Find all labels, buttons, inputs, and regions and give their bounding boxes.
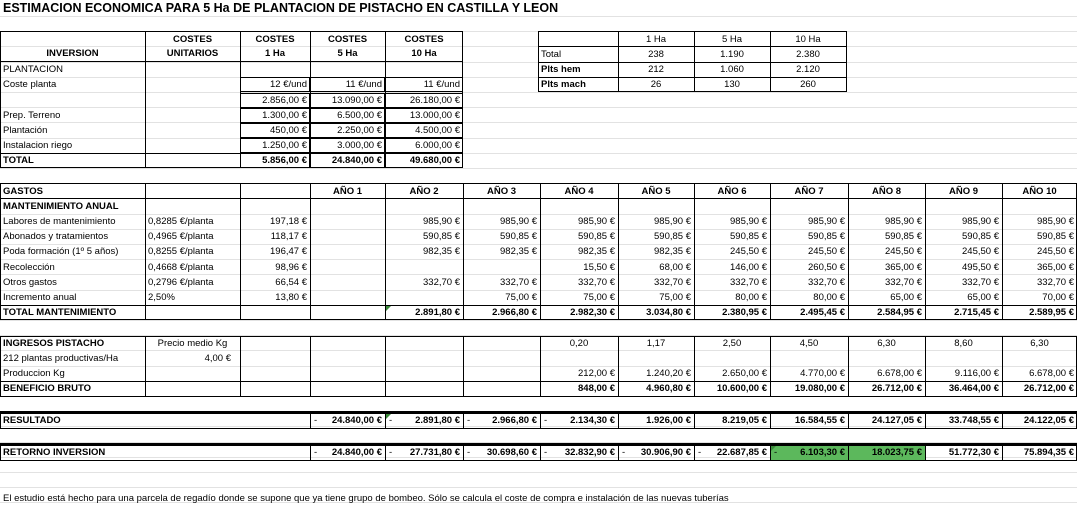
cell-border <box>385 93 463 108</box>
gastos-value: 985,90 € <box>885 216 922 227</box>
inversion-5ha: 3.000,00 € <box>337 140 382 151</box>
produccion-value: 6.678,00 € <box>877 368 922 379</box>
gastos-value: 332,70 € <box>962 277 999 288</box>
plants-value: 260 <box>800 79 816 90</box>
total-mantenimiento-value: 2.891,80 € <box>415 307 460 318</box>
gastos-row-label: Incremento anual <box>3 292 77 303</box>
plants-row-label: Plts mach <box>541 79 586 90</box>
cell-border <box>310 77 385 92</box>
gastos-value: 332,70 € <box>423 277 460 288</box>
gastos-value: 245,50 € <box>808 246 845 257</box>
inversion-10ha: 26.180,00 € <box>409 95 460 106</box>
inversion-1ha: 12 €/und <box>270 79 307 90</box>
gastos-value: 590,85 € <box>423 231 460 242</box>
inversion-5ha: 13.090,00 € <box>331 95 382 106</box>
resultado-value: 2.891,80 € <box>415 415 460 426</box>
inversion-5ha: 2.250,00 € <box>337 125 382 136</box>
footnote: El estudio está hecho para una parcela de regadío donde se supone que ya tiene grupo de bombeo. Sólo se calcula el coste de compra e instalación de las nuevas tuberías <box>3 493 729 504</box>
border-line <box>310 336 311 397</box>
gastos-value: 332,70 € <box>578 277 615 288</box>
beneficio-value: 4.960,80 € <box>646 383 691 394</box>
border-line <box>0 153 463 154</box>
gastos-value: 65,00 € <box>967 292 999 303</box>
cell-border <box>240 153 310 168</box>
gastos-unit: 0,8255 €/planta <box>148 246 214 257</box>
cell-border <box>385 77 463 92</box>
plants-header: 1 Ha <box>645 34 667 45</box>
precio-label: Precio medio Kg <box>157 338 228 349</box>
resultado-value: 24.840,00 € <box>331 415 382 426</box>
gastos-value: 590,85 € <box>962 231 999 242</box>
header-costes-1ha: 1 Ha <box>264 48 286 59</box>
gastos-row-label: Recolección <box>3 262 55 273</box>
retorno-sign: - <box>544 447 548 458</box>
inversion-5ha: 24.840,00 € <box>331 155 382 166</box>
inversion-5ha: 6.500,00 € <box>337 110 382 121</box>
produccion-value: 6.678,00 € <box>1029 368 1074 379</box>
beneficio-value: 19.080,00 € <box>794 383 845 394</box>
plants-value: 1.190 <box>720 49 744 60</box>
gastos-base: 13,80 € <box>275 292 307 303</box>
total-mantenimiento-value: 2.589,95 € <box>1029 307 1074 318</box>
header-costes-5ha: 5 Ha <box>337 48 358 59</box>
kg-per-plant: 4,50 <box>799 338 819 349</box>
produccion-label: Produccion Kg <box>3 368 65 379</box>
resultado-value: 8.219,05 € <box>722 415 767 426</box>
year-header: AÑO 10 <box>1022 186 1057 197</box>
gastos-base: 118,17 € <box>270 231 307 242</box>
gastos-unit: 0,4668 €/planta <box>148 262 214 273</box>
year-header: AÑO 1 <box>332 186 363 197</box>
inversion-row-label: Instalacion riego <box>3 140 73 151</box>
retorno-value: 27.731,80 € <box>409 447 460 458</box>
total-mantenimiento-value: 2.380,95 € <box>722 307 767 318</box>
year-header: AÑO 2 <box>409 186 439 197</box>
gastos-value: 590,85 € <box>808 231 845 242</box>
gridline <box>0 487 1077 488</box>
inversion-10ha: 13.000,00 € <box>409 110 460 121</box>
sheet-title: ESTIMACION ECONOMICA PARA 5 Ha DE PLANTACION DE PISTACHO EN CASTILLA Y LEON <box>3 1 559 15</box>
year-header: AÑO 7 <box>794 186 824 197</box>
retorno-sign: - <box>314 447 318 458</box>
gastos-value: 590,85 € <box>1037 231 1074 242</box>
retorno-sign: - <box>389 447 393 458</box>
resultado-label: RESULTADO <box>3 415 61 426</box>
resultado-value: 24.122,05 € <box>1023 415 1074 426</box>
cell-border <box>310 138 385 153</box>
gastos-value: 245,50 € <box>962 246 999 257</box>
gastos-value: 80,00 € <box>813 292 845 303</box>
year-header: AÑO 4 <box>564 186 594 197</box>
gastos-row-label: Abonados y tratamientos <box>3 231 109 242</box>
retorno-value: 6.103,30 € <box>800 447 845 458</box>
gastos-value: 985,90 € <box>654 216 691 227</box>
total-mantenimiento-value: 2.715,45 € <box>954 307 999 318</box>
beneficio-label: BENEFICIO BRUTO <box>3 383 91 394</box>
plants-value: 238 <box>648 49 664 60</box>
total-mantenimiento-value: 2.584,95 € <box>877 307 922 318</box>
gastos-subtitle: MANTENIMIENTO ANUAL <box>3 201 119 212</box>
gastos-value: 332,70 € <box>1037 277 1074 288</box>
inversion-1ha: 1.300,00 € <box>262 110 307 121</box>
gastos-value: 365,00 € <box>1037 262 1074 273</box>
cell-border <box>310 108 385 123</box>
inversion-row-label: Prep. Terreno <box>3 110 61 121</box>
inversion-header: INVERSION <box>46 48 99 59</box>
plantas-label: 212 plantas productivas/Ha <box>3 353 119 364</box>
cell-border <box>385 138 463 153</box>
cell-border <box>385 123 463 138</box>
gridline <box>0 16 1077 17</box>
kg-per-plant: 6,30 <box>1030 338 1049 349</box>
inversion-row-label <box>0 93 145 108</box>
inversion-1ha: 5.856,00 € <box>262 155 307 166</box>
gridline <box>0 168 1077 169</box>
ingresos-title: INGRESOS PISTACHO <box>3 338 105 349</box>
gastos-value: 982,35 € <box>578 246 615 257</box>
beneficio-value: 36.464,00 € <box>948 383 999 394</box>
inversion-row-label: TOTAL <box>3 155 34 166</box>
gastos-value: 590,85 € <box>885 231 922 242</box>
header-costes-unitarios: COSTES <box>172 34 213 45</box>
gastos-value: 75,00 € <box>659 292 691 303</box>
retorno-value: 75.894,35 € <box>1023 447 1074 458</box>
resultado-sign: - <box>389 415 393 426</box>
cell-border <box>310 123 385 138</box>
produccion-value: 212,00 € <box>578 368 615 379</box>
gastos-value: 75,00 € <box>583 292 615 303</box>
gastos-value: 590,85 € <box>578 231 615 242</box>
year-header: AÑO 9 <box>948 186 979 197</box>
plants-row-label: Plts hem <box>541 64 581 75</box>
header-costes-unitarios: UNITARIOS <box>166 48 219 59</box>
gastos-value: 985,90 € <box>1037 216 1074 227</box>
gastos-base: 98,96 € <box>275 262 307 273</box>
retorno-value: 22.687,85 € <box>716 447 767 458</box>
gastos-value: 982,35 € <box>654 246 691 257</box>
gastos-base: 66,54 € <box>275 277 307 288</box>
produccion-value: 9.116,00 € <box>954 368 999 379</box>
border-line <box>310 183 311 320</box>
plants-value: 2.120 <box>796 64 820 75</box>
produccion-value: 1.240,20 € <box>646 368 691 379</box>
retorno-value: 32.832,90 € <box>564 447 615 458</box>
resultado-value: 2.966,80 € <box>492 415 537 426</box>
inversion-1ha: 2.856,00 € <box>262 95 307 106</box>
resultado-sign: - <box>467 415 471 426</box>
gastos-value: 332,70 € <box>730 277 767 288</box>
inversion-row-label: PLANTACION <box>3 64 64 75</box>
gastos-value: 68,00 € <box>659 262 691 273</box>
gastos-value: 590,85 € <box>730 231 767 242</box>
cell-border <box>240 123 310 138</box>
gastos-value: 982,35 € <box>423 246 460 257</box>
resultado-value: 24.127,05 € <box>871 415 922 426</box>
inversion-5ha: 11 €/und <box>345 79 382 90</box>
resultado-value: 1.926,00 € <box>646 415 691 426</box>
gastos-unit: 0,2796 €/planta <box>148 277 214 288</box>
gastos-value: 985,90 € <box>808 216 845 227</box>
plants-header: 5 Ha <box>721 34 743 45</box>
header-costes-5ha: COSTES <box>327 34 368 45</box>
cell-border <box>310 153 385 168</box>
inversion-1ha: 1.250,00 € <box>262 140 307 151</box>
cell-border <box>240 138 310 153</box>
plants-value: 130 <box>724 79 740 90</box>
gastos-value: 365,00 € <box>885 262 922 273</box>
cell-border <box>240 108 310 123</box>
total-mantenimiento-label: TOTAL MANTENIMIENTO <box>3 307 117 318</box>
inversion-10ha: 11 €/und <box>423 79 460 90</box>
plants-value: 2.380 <box>796 49 820 60</box>
gastos-value: 245,50 € <box>885 246 922 257</box>
kg-per-plant: 6,30 <box>877 338 896 349</box>
border-line <box>385 336 386 397</box>
border-line <box>240 336 241 397</box>
header-costes-10ha: 10 Ha <box>411 48 437 59</box>
retorno-value: 30.906,90 € <box>640 447 691 458</box>
produccion-value: 4.770,00 € <box>800 368 845 379</box>
beneficio-value: 26.712,00 € <box>871 383 922 394</box>
cell-border <box>310 93 385 108</box>
gridline <box>0 320 1077 321</box>
gastos-value: 245,50 € <box>1037 246 1074 257</box>
gastos-value: 146,00 € <box>730 262 767 273</box>
retorno-sign: - <box>622 447 626 458</box>
cell-border <box>240 93 310 108</box>
plants-value: 212 <box>648 64 664 75</box>
cell-border <box>240 77 310 92</box>
gastos-base: 196,47 € <box>270 246 307 257</box>
total-mantenimiento-value: 2.966,80 € <box>492 307 537 318</box>
gastos-value: 985,90 € <box>962 216 999 227</box>
gastos-value: 70,00 € <box>1042 292 1074 303</box>
retorno-sign: - <box>467 447 471 458</box>
gastos-row-label: Labores de mantenimiento <box>3 216 116 227</box>
total-mantenimiento-value: 3.034,80 € <box>646 307 691 318</box>
border-line <box>463 336 464 397</box>
gastos-value: 590,85 € <box>654 231 691 242</box>
header-costes-10ha: COSTES <box>404 34 444 45</box>
inversion-1ha: 450,00 € <box>270 125 307 136</box>
inversion-row-label: Plantación <box>3 125 48 136</box>
resultado-sign: - <box>314 415 318 426</box>
retorno-label: RETORNO INVERSION <box>3 447 106 458</box>
total-mantenimiento-value: 2.495,45 € <box>800 307 845 318</box>
beneficio-value: 848,00 € <box>578 383 615 394</box>
year-header: AÑO 8 <box>871 186 902 197</box>
retorno-sign: - <box>774 447 778 458</box>
retorno-value: 24.840,00 € <box>331 447 382 458</box>
gastos-value: 75,00 € <box>505 292 537 303</box>
inversion-row-label: Coste planta <box>3 79 57 90</box>
kg-per-plant: 8,60 <box>954 338 973 349</box>
year-header: AÑO 6 <box>717 186 747 197</box>
resultado-sign: - <box>544 415 548 426</box>
gastos-value: 985,90 € <box>578 216 615 227</box>
error-indicator <box>771 446 776 451</box>
resultado-value: 2.134,30 € <box>570 415 615 426</box>
retorno-value: 30.698,60 € <box>486 447 537 458</box>
inversion-10ha: 4.500,00 € <box>415 125 460 136</box>
resultado-value: 33.748,55 € <box>948 415 999 426</box>
gastos-unit: 2,50% <box>148 292 175 303</box>
gastos-value: 495,50 € <box>962 262 999 273</box>
beneficio-value: 10.600,00 € <box>716 383 767 394</box>
header-costes-1ha: COSTES <box>255 34 295 45</box>
gastos-value: 590,85 € <box>500 231 537 242</box>
inversion-10ha: 6.000,00 € <box>415 140 460 151</box>
gastos-value: 15,50 € <box>583 262 615 273</box>
gastos-value: 65,00 € <box>890 292 922 303</box>
gastos-unit: 0,4965 €/planta <box>148 231 214 242</box>
gastos-value: 332,70 € <box>500 277 537 288</box>
plants-row-label: Total <box>541 49 562 60</box>
gridline <box>0 472 1077 473</box>
gastos-value: 260,50 € <box>808 262 845 273</box>
retorno-value: 18.023,75 € <box>871 447 922 458</box>
gastos-row-label: Otros gastos <box>3 277 57 288</box>
gastos-value: 245,50 € <box>730 246 767 257</box>
year-header: AÑO 5 <box>641 186 671 197</box>
gastos-value: 80,00 € <box>735 292 767 303</box>
gastos-value: 332,70 € <box>808 277 845 288</box>
gastos-value: 985,90 € <box>423 216 460 227</box>
gastos-title: GASTOS <box>3 186 43 197</box>
kg-per-plant: 1,17 <box>646 338 666 349</box>
gastos-base: 197,18 € <box>270 216 307 227</box>
kg-per-plant: 2,50 <box>722 338 742 349</box>
plants-value: 1.060 <box>720 64 744 75</box>
produccion-value: 2.650,00 € <box>722 368 767 379</box>
total-mantenimiento-value: 2.982,30 € <box>570 307 615 318</box>
error-indicator <box>386 414 391 419</box>
gastos-row-label: Poda formación (1º 5 años) <box>3 246 119 257</box>
plants-value: 26 <box>650 79 662 90</box>
precio-value: 4,00 € <box>204 353 231 364</box>
gastos-value: 982,35 € <box>500 246 537 257</box>
cell-border <box>385 108 463 123</box>
year-header: AÑO 3 <box>486 186 517 197</box>
retorno-value: 51.772,30 € <box>948 447 999 458</box>
beneficio-value: 26.712,00 € <box>1023 383 1074 394</box>
kg-per-plant: 0,20 <box>569 338 589 349</box>
gastos-value: 985,90 € <box>730 216 767 227</box>
gastos-unit: 0,8285 €/planta <box>148 216 214 227</box>
resultado-value: 16.584,55 € <box>794 415 845 426</box>
plants-header: 10 Ha <box>795 34 821 45</box>
gastos-value: 332,70 € <box>885 277 922 288</box>
gastos-value: 985,90 € <box>500 216 537 227</box>
error-indicator <box>386 306 391 311</box>
gastos-value: 332,70 € <box>654 277 691 288</box>
retorno-sign: - <box>698 447 702 458</box>
cell-border <box>385 153 463 168</box>
inversion-10ha: 49.680,00 € <box>409 155 460 166</box>
